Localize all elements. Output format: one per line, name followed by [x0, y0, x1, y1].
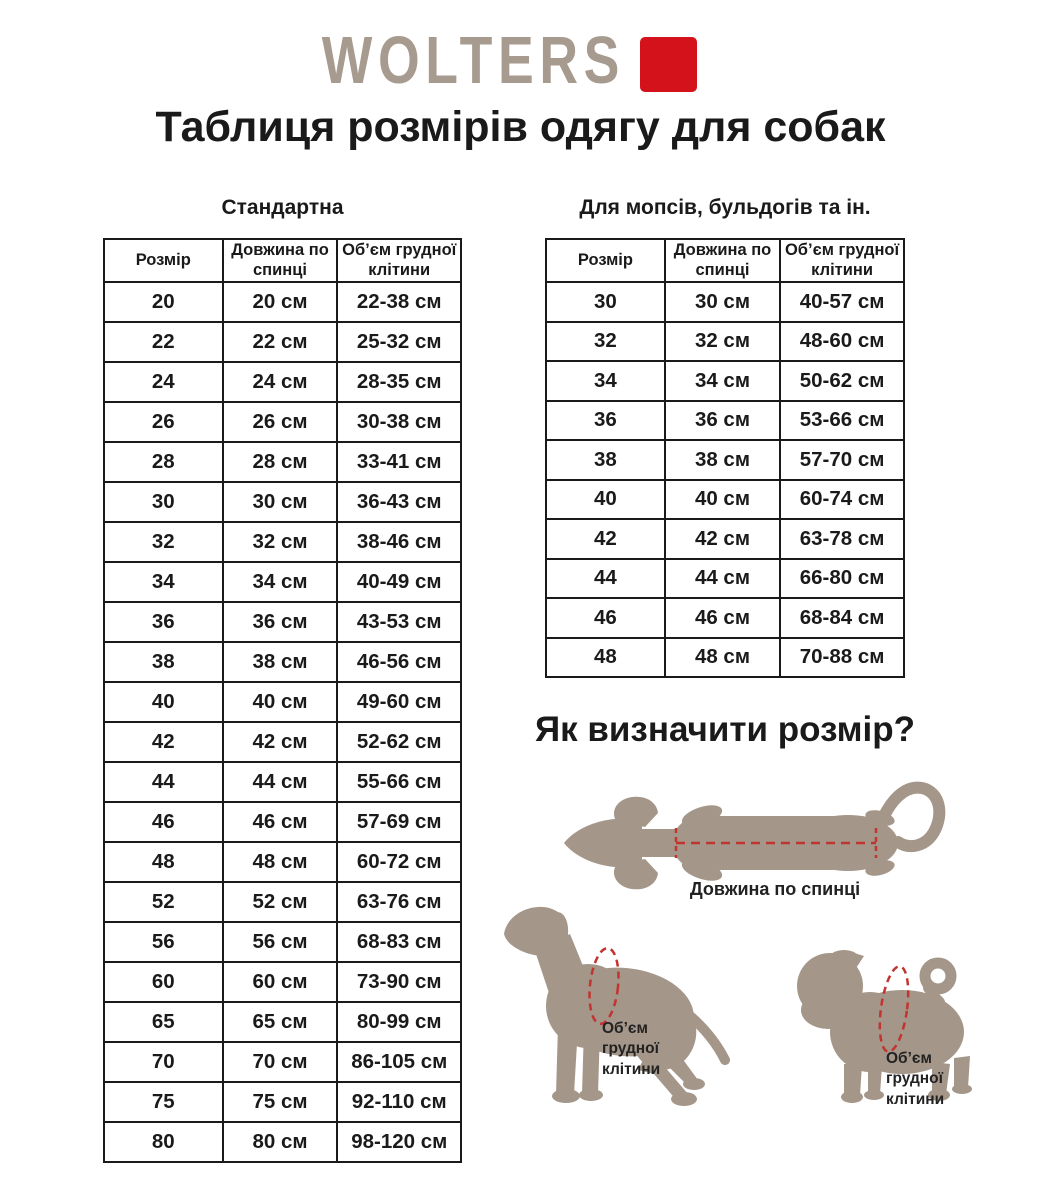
- table-cell: 70 см: [223, 1042, 338, 1082]
- dog-topview-silhouette: [564, 788, 939, 890]
- table-cell: 42: [104, 722, 223, 762]
- table-cell: 36 см: [223, 602, 338, 642]
- chest-label-line: клітини: [886, 1090, 945, 1108]
- table-row: [104, 602, 461, 642]
- table-cell: 22-38 см: [337, 282, 461, 322]
- table-cell: 36: [546, 401, 665, 441]
- table-row: [546, 401, 904, 441]
- table-cell: 38: [104, 642, 223, 682]
- table-cell: 28-35 см: [337, 362, 461, 402]
- table-cell: 44: [104, 762, 223, 802]
- table-cell: 55-66 см: [337, 762, 461, 802]
- table-cell: 38: [546, 440, 665, 480]
- table-cell: 30 см: [223, 482, 338, 522]
- chest-label-line: Об’єм: [886, 1050, 932, 1067]
- table-cell: 40-57 см: [780, 282, 904, 322]
- chest-label-line: грудної: [886, 1070, 943, 1088]
- table-cell: 56 см: [223, 922, 338, 962]
- table-cell: 30-38 см: [337, 402, 461, 442]
- table-cell: 34 см: [223, 562, 338, 602]
- table-cell: 46-56 см: [337, 642, 461, 682]
- table-cell: 48 см: [223, 842, 338, 882]
- table-cell: 32 см: [223, 522, 338, 562]
- table-cell: 80-99 см: [337, 1002, 461, 1042]
- table-cell: 20 см: [223, 282, 338, 322]
- table-cell: 30: [546, 282, 665, 322]
- table-cell: 33-41 см: [337, 442, 461, 482]
- table-cell: 60: [104, 962, 223, 1002]
- table-cell: 36-43 см: [337, 482, 461, 522]
- table-cell: 38 см: [223, 642, 338, 682]
- chest-label-line: Об’єм: [602, 1020, 648, 1037]
- table-cell: 24 см: [223, 362, 338, 402]
- column-header: Об’єм грудної клітини: [780, 239, 904, 282]
- standard-size-table: [103, 238, 462, 1163]
- table-row: [104, 722, 461, 762]
- table-row: [104, 762, 461, 802]
- column-header: Розмір: [104, 239, 223, 282]
- table-row: [104, 282, 461, 322]
- table-cell: 26 см: [223, 402, 338, 442]
- table-row: [546, 480, 904, 520]
- table-cell: 48: [546, 638, 665, 678]
- table-row: [104, 922, 461, 962]
- table-cell: 48-60 см: [780, 322, 904, 362]
- table-cell: 22 см: [223, 322, 338, 362]
- table-cell: 92-110 см: [337, 1082, 461, 1122]
- table-row: [104, 522, 461, 562]
- table-cell: 46 см: [223, 802, 338, 842]
- brand-logo-text: WOLTERS: [321, 23, 625, 98]
- table-cell: 26: [104, 402, 223, 442]
- table-cell: 48 см: [665, 638, 780, 678]
- table-cell: 42 см: [223, 722, 338, 762]
- table-cell: 75 см: [223, 1082, 338, 1122]
- table-cell: 65: [104, 1002, 223, 1042]
- table-cell: 46: [104, 802, 223, 842]
- table-row: [104, 962, 461, 1002]
- table-row: [104, 682, 461, 722]
- table-row: [546, 322, 904, 362]
- table-row: [104, 322, 461, 362]
- table-cell: 40 см: [223, 682, 338, 722]
- table-row: [104, 882, 461, 922]
- table-row: [104, 1122, 461, 1162]
- table-cell: 36 см: [665, 401, 780, 441]
- table-cell: 48: [104, 842, 223, 882]
- table-cell: 25-32 см: [337, 322, 461, 362]
- table-cell: 70-88 см: [780, 638, 904, 678]
- table-cell: 66-80 см: [780, 559, 904, 599]
- table-cell: 50-62 см: [780, 361, 904, 401]
- table-row: [104, 642, 461, 682]
- header-row: [104, 239, 461, 282]
- table-row: [546, 361, 904, 401]
- table-cell: 36: [104, 602, 223, 642]
- dog-topview-figure: [550, 780, 950, 892]
- table-row: [546, 638, 904, 678]
- table-cell: 80 см: [223, 1122, 338, 1162]
- column-header: Розмір: [546, 239, 665, 282]
- column-header: Довжина по спинці: [665, 239, 780, 282]
- table-cell: 40 см: [665, 480, 780, 520]
- table-row: [546, 598, 904, 638]
- table-cell: 44: [546, 559, 665, 599]
- table-cell: 53-66 см: [780, 401, 904, 441]
- table-cell: 34: [546, 361, 665, 401]
- column-header: Довжина по спинці: [223, 239, 338, 282]
- table-cell: 24: [104, 362, 223, 402]
- table-cell: 32: [546, 322, 665, 362]
- table-cell: 63-78 см: [780, 519, 904, 559]
- table-cell: 43-53 см: [337, 602, 461, 642]
- table-row: [546, 282, 904, 322]
- table-cell: 75: [104, 1082, 223, 1122]
- page-title: Таблиця розмірів одягу для собак: [155, 103, 886, 151]
- table-cell: 40: [546, 480, 665, 520]
- table-row: [546, 440, 904, 480]
- table-cell: 49-60 см: [337, 682, 461, 722]
- table-cell: 22: [104, 322, 223, 362]
- table-cell: 40: [104, 682, 223, 722]
- table-cell: 34: [104, 562, 223, 602]
- table-cell: 52: [104, 882, 223, 922]
- table-row: [104, 1002, 461, 1042]
- table-row: [104, 562, 461, 602]
- table-cell: 63-76 см: [337, 882, 461, 922]
- table-row: [104, 362, 461, 402]
- table-cell: 68-83 см: [337, 922, 461, 962]
- caption-pugs-table: Для мопсів, бульдогів та ін.: [579, 196, 871, 219]
- table-cell: 68-84 см: [780, 598, 904, 638]
- table-cell: 57-70 см: [780, 440, 904, 480]
- caption-standard-table: Стандартна: [221, 196, 344, 219]
- table-cell: 46: [546, 598, 665, 638]
- table-cell: 20: [104, 282, 223, 322]
- chest-label-line: грудної: [602, 1040, 659, 1058]
- chest-girth-label-left: [602, 1019, 660, 1080]
- table-row: [104, 442, 461, 482]
- table-cell: 52-62 см: [337, 722, 461, 762]
- table-cell: 60-74 см: [780, 480, 904, 520]
- table-cell: 44 см: [665, 559, 780, 599]
- table-row: [546, 519, 904, 559]
- table-cell: 42: [546, 519, 665, 559]
- table-cell: 56: [104, 922, 223, 962]
- table-cell: 44 см: [223, 762, 338, 802]
- table-cell: 32: [104, 522, 223, 562]
- column-header: Об’єм грудної клітини: [337, 239, 461, 282]
- chest-girth-label-right: [886, 1049, 944, 1110]
- back-length-label: Довжина по спинці: [689, 879, 861, 899]
- table-cell: 57-69 см: [337, 802, 461, 842]
- table-cell: 73-90 см: [337, 962, 461, 1002]
- pug-silhouette: [797, 950, 972, 1103]
- table-cell: 34 см: [665, 361, 780, 401]
- table-cell: 28 см: [223, 442, 338, 482]
- table-cell: 70: [104, 1042, 223, 1082]
- table-cell: 38-46 см: [337, 522, 461, 562]
- table-cell: 60-72 см: [337, 842, 461, 882]
- table-cell: 38 см: [665, 440, 780, 480]
- brand-red-square: [640, 37, 697, 92]
- pugs-size-table: [545, 238, 905, 678]
- table-cell: 32 см: [665, 322, 780, 362]
- table-cell: 60 см: [223, 962, 338, 1002]
- table-row: [104, 482, 461, 522]
- table-row: [104, 1082, 461, 1122]
- table-cell: 30 см: [665, 282, 780, 322]
- table-cell: 65 см: [223, 1002, 338, 1042]
- table-cell: 42 см: [665, 519, 780, 559]
- table-cell: 28: [104, 442, 223, 482]
- chest-label-line: клітини: [602, 1060, 661, 1078]
- header-row: [546, 239, 904, 282]
- table-cell: 46 см: [665, 598, 780, 638]
- table-row: [104, 802, 461, 842]
- table-cell: 30: [104, 482, 223, 522]
- table-cell: 80: [104, 1122, 223, 1162]
- table-cell: 86-105 см: [337, 1042, 461, 1082]
- table-row: [104, 402, 461, 442]
- table-cell: 40-49 см: [337, 562, 461, 602]
- table-cell: 52 см: [223, 882, 338, 922]
- guide-heading: Як визначити розмір?: [535, 710, 915, 749]
- table-cell: 98-120 см: [337, 1122, 461, 1162]
- table-row: [104, 842, 461, 882]
- table-row: [104, 1042, 461, 1082]
- table-row: [546, 559, 904, 599]
